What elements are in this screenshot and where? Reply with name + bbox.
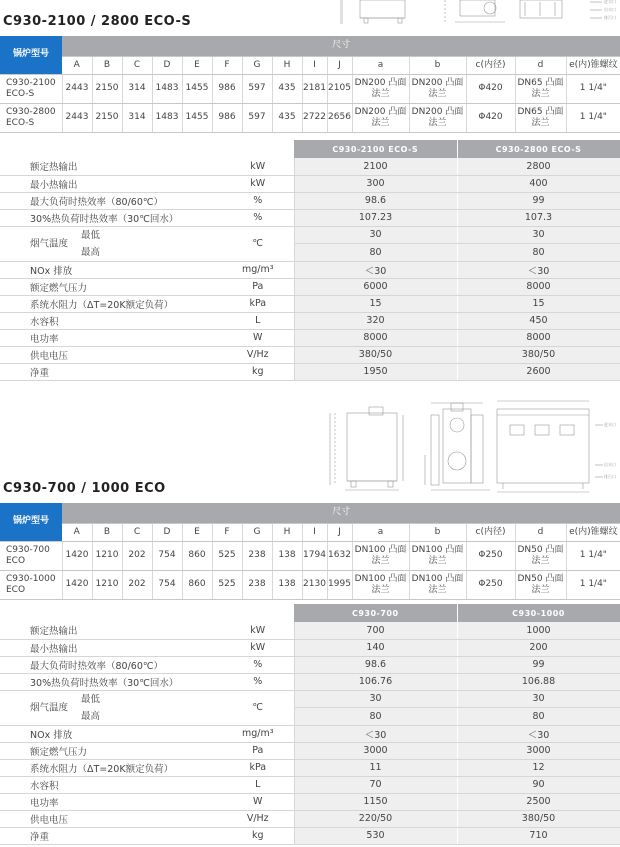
spec-unit: % [222,192,294,209]
spec-value: 11 [294,759,457,776]
dim-col: F [212,56,242,74]
spec-unit: kg [222,827,294,844]
spec-value: 90 [457,776,620,793]
dim-header: 尺寸 [62,503,620,523]
spec-unit: kPa [222,759,294,776]
model-name: C930-2800 ECO-S [0,103,62,132]
dim-cell: DN65 凸面法兰 [515,74,566,103]
spec-value: 710 [457,827,620,844]
dim-col: d [515,56,566,74]
dim-cell: 2105 [327,74,352,103]
spec-value: 2500 [457,793,620,810]
spec-value: ＜30 [457,725,620,742]
spec-model-header: C930-2100 ECO-S [294,140,457,158]
dim-cell: 1632 [327,541,352,570]
spec-label: 30%热负荷时热效率（30℃回水） [0,209,222,226]
spec-value: 107.3 [457,209,620,226]
dim-cell: 860 [182,570,212,599]
dim-col: C [122,56,152,74]
dim-cell: 986 [212,103,242,132]
spec-value: 80 [457,708,620,726]
dim-cell: 435 [272,103,302,132]
spec-value: 8000 [457,278,620,295]
spec-value: 80 [457,244,620,262]
dim-cell: DN200 凸面法兰 [352,74,409,103]
spec-row [0,690,620,708]
svg-text:排污口: 排污口 [604,15,616,20]
dim-col: H [272,523,302,541]
spec-group-text: 烟气温度 [30,238,69,249]
dim-cell: 2656 [327,103,352,132]
spec-value: 30 [457,226,620,244]
spec-value: ＜30 [294,725,457,742]
spec-value: 98.6 [294,656,457,673]
dim-col: A [62,523,92,541]
spec-value: 3000 [294,742,457,759]
dim-col: H [272,56,302,74]
spec-row [0,295,620,312]
spec-label: NOx 排放 [0,261,222,278]
spec-model-header: C930-1000 [457,604,620,622]
spec-row [0,226,620,244]
spec-value: 700 [294,622,457,639]
dim-col: G [242,523,272,541]
dim-cell: Φ420 [466,74,515,103]
dim-cell: 1483 [152,103,182,132]
spec-row [0,329,620,346]
spec-label: 供电电压 [0,810,222,827]
spec-value: 1000 [457,622,620,639]
dim-col: E [182,56,212,74]
spec-value: 6000 [294,278,457,295]
spec-row [0,656,620,673]
dim-cell: 1 1/4" [566,74,620,103]
spec-value: 380/50 [457,810,620,827]
spec-sublabel: 最高 [81,710,101,722]
dim-column-row [0,523,620,541]
spec-value: 106.88 [457,673,620,690]
model-header: 锅炉型号 [0,36,62,74]
model-name: C930-2100 ECO-S [0,74,62,103]
dim-cell: 1 1/4" [566,103,620,132]
dim-col: a [352,56,409,74]
dim-col: B [92,56,122,74]
spec-label: 电功率 [0,329,222,346]
spec-group-label [0,226,222,261]
dim-cell: Φ420 [466,103,515,132]
svg-text:排污口: 排污口 [604,474,616,479]
spec-label: 电功率 [0,793,222,810]
spec-sublabel: 最低 [81,693,101,705]
table-row [0,74,620,103]
spec-value: 380/50 [457,346,620,363]
spec-value: 530 [294,827,457,844]
dim-col: b [409,56,466,74]
svg-text:出水口: 出水口 [604,7,616,12]
dim-col: G [242,56,272,74]
spec-label: 最小热输出 [0,175,222,192]
svg-text:进水口: 进水口 [604,422,616,427]
spec-unit: mg/m³ [222,725,294,742]
spec-row [0,261,620,278]
spec-row [0,158,620,175]
spec-value: 1950 [294,363,457,380]
dim-cell: 314 [122,103,152,132]
dim-cell: 1455 [182,74,212,103]
dim-cell: 2443 [62,103,92,132]
dim-cell: 986 [212,74,242,103]
dim-cell: 1210 [92,541,122,570]
dim-cell: 1420 [62,541,92,570]
dim-cell: DN100 凸面法兰 [352,570,409,599]
spec-value: 80 [294,708,457,726]
spec-unit: L [222,312,294,329]
spec-row [0,312,620,329]
dim-cell: 238 [242,541,272,570]
dim-cell: 1455 [182,103,212,132]
spec-value: 30 [294,226,457,244]
dim-cell: DN200 凸面法兰 [352,103,409,132]
spec-value: 15 [457,295,620,312]
spec-unit: kPa [222,295,294,312]
spec-unit: ℃ [222,690,294,725]
spec-value: 98.6 [294,192,457,209]
spec-label: 水容积 [0,312,222,329]
spec-value: 99 [457,192,620,209]
spec-unit: L [222,776,294,793]
dim-cell: 1483 [152,74,182,103]
spec-sublabel: 最高 [81,246,101,258]
dimension-table-2 [0,503,620,600]
spec-value: 3000 [457,742,620,759]
dim-cell: DN100 凸面法兰 [409,570,466,599]
spec-table-2 [0,604,620,845]
dim-cell: 1 1/4" [566,541,620,570]
spec-unit: kW [222,158,294,175]
spec-value: 2600 [457,363,620,380]
spec-label: 额定燃气压力 [0,278,222,295]
dim-col: c(内径) [466,523,515,541]
spec-group-label [0,690,222,725]
dim-cell: 597 [242,103,272,132]
spec-row [0,346,620,363]
svg-text:出水口: 出水口 [604,462,616,467]
spec-value: 220/50 [294,810,457,827]
spec-unit: % [222,656,294,673]
dim-col: b [409,523,466,541]
dim-cell: 2722 [302,103,327,132]
spec-label: 净重 [0,827,222,844]
dim-cell: 138 [272,541,302,570]
dim-col: a [352,523,409,541]
boiler-drawing [325,395,620,500]
boiler-drawing-top [340,0,620,32]
dim-cell: 597 [242,74,272,103]
dim-cell: 1210 [92,570,122,599]
dim-cell: 754 [152,570,182,599]
svg-text:进水口: 进水口 [604,0,616,4]
dim-cell: 754 [152,541,182,570]
spec-sublabels [81,227,100,261]
spec-value: 107.23 [294,209,457,226]
spec-value: 400 [457,175,620,192]
spec-row [0,810,620,827]
spec-value: 2800 [457,158,620,175]
dimension-table-1 [0,36,620,133]
spec-label: 额定热输出 [0,158,222,175]
spec-label: 30%热负荷时热效率（30℃回水） [0,673,222,690]
spec-unit: % [222,673,294,690]
dim-col: c(内径) [466,56,515,74]
spec-row [0,639,620,656]
dim-cell: DN100 凸面法兰 [409,541,466,570]
spec-row [0,192,620,209]
spec-unit: V/Hz [222,810,294,827]
model-name: C930-700 ECO [0,541,62,570]
dim-cell: 202 [122,570,152,599]
spec-row [0,827,620,844]
dim-col: I [302,523,327,541]
spec-sublabel: 最低 [81,229,101,241]
spec-label: 最大负荷时热效率（80/60℃） [0,656,222,673]
spec-label: NOx 排放 [0,725,222,742]
model-name: C930-1000 ECO [0,570,62,599]
spec-value: 106.76 [294,673,457,690]
spec-label: 净重 [0,363,222,380]
dim-col: J [327,523,352,541]
spec-value: 30 [457,690,620,708]
spec-unit: kW [222,639,294,656]
spec-value: ＜30 [457,261,620,278]
spec-row [0,742,620,759]
spec-unit: % [222,209,294,226]
spec-label: 系统水阻力（ΔT=20K额定负荷） [0,759,222,776]
dim-col: C [122,523,152,541]
spec-row [0,725,620,742]
spec-value: 320 [294,312,457,329]
dim-cell: 238 [242,570,272,599]
spec-value: 12 [457,759,620,776]
spec-unit: Pa [222,278,294,295]
dim-cell: 2150 [92,74,122,103]
dim-cell: 525 [212,541,242,570]
dim-cell: Φ250 [466,541,515,570]
dim-cell: 2443 [62,74,92,103]
spec-table-1 [0,140,620,381]
spec-row [0,278,620,295]
dim-cell: 1794 [302,541,327,570]
spec-group-text: 烟气温度 [30,702,69,713]
dim-header: 尺寸 [62,36,620,56]
spec-row [0,759,620,776]
dim-col: F [212,523,242,541]
dim-col: e(内)锥螺纹 [566,523,620,541]
spec-row [0,793,620,810]
dim-col: E [182,523,212,541]
spec-unit: kW [222,175,294,192]
dim-cell: DN200 凸面法兰 [409,74,466,103]
spec-sublabels [81,691,100,725]
spec-label: 额定燃气压力 [0,742,222,759]
dim-cell: 435 [272,74,302,103]
model-header: 锅炉型号 [0,503,62,541]
spec-label: 最大负荷时热效率（80/60℃） [0,192,222,209]
dim-col: e(内)锥螺纹 [566,56,620,74]
dim-column-row [0,56,620,74]
spec-value: 380/50 [294,346,457,363]
dim-cell: DN50 凸面法兰 [515,570,566,599]
spec-value: 15 [294,295,457,312]
spec-unit: V/Hz [222,346,294,363]
dim-cell: 202 [122,541,152,570]
spec-value: 8000 [457,329,620,346]
spec-unit: kg [222,363,294,380]
spec-value: 70 [294,776,457,793]
spec-row [0,622,620,639]
dim-cell: 1 1/4" [566,570,620,599]
spec-value: 200 [457,639,620,656]
spec-value: 99 [457,656,620,673]
spec-label: 水容积 [0,776,222,793]
table-row [0,541,620,570]
spec-value: 2100 [294,158,457,175]
spec-label: 系统水阻力（ΔT=20K额定负荷） [0,295,222,312]
dim-col: B [92,523,122,541]
dim-cell: 1995 [327,570,352,599]
dim-cell: DN65 凸面法兰 [515,103,566,132]
spec-value: 80 [294,244,457,262]
spec-row [0,209,620,226]
dim-cell: 860 [182,541,212,570]
dim-cell: Φ250 [466,570,515,599]
spec-value: 300 [294,175,457,192]
spec-value: 30 [294,690,457,708]
dim-col: D [152,56,182,74]
dim-cell: 2181 [302,74,327,103]
spec-value: 1150 [294,793,457,810]
dim-col: I [302,56,327,74]
spec-unit: Pa [222,742,294,759]
dim-col: d [515,523,566,541]
dim-cell: 2150 [92,103,122,132]
dim-cell: 138 [272,570,302,599]
spec-label: 最小热输出 [0,639,222,656]
table-row [0,103,620,132]
spec-unit: W [222,793,294,810]
section2-title: C930-700 / 1000 ECO [3,481,166,496]
spec-row [0,363,620,380]
dim-col: A [62,56,92,74]
spec-model-header: C930-2800 ECO-S [457,140,620,158]
spec-unit: W [222,329,294,346]
spec-unit: mg/m³ [222,261,294,278]
spec-label: 供电电压 [0,346,222,363]
dim-cell: DN50 凸面法兰 [515,541,566,570]
dim-col: D [152,523,182,541]
dim-cell: 525 [212,570,242,599]
table-row [0,570,620,599]
dim-col: J [327,56,352,74]
spec-value: ＜30 [294,261,457,278]
dim-cell: DN100 凸面法兰 [352,541,409,570]
spec-value: 450 [457,312,620,329]
spec-value: 140 [294,639,457,656]
dim-cell: 1420 [62,570,92,599]
spec-row [0,776,620,793]
spec-unit: ℃ [222,226,294,261]
spec-model-header: C930-700 [294,604,457,622]
dim-cell: DN200 凸面法兰 [409,103,466,132]
spec-row [0,673,620,690]
spec-row [0,175,620,192]
spec-label: 额定热输出 [0,622,222,639]
dim-cell: 2130 [302,570,327,599]
spec-unit: kW [222,622,294,639]
spec-value: 8000 [294,329,457,346]
dim-cell: 314 [122,74,152,103]
section1-title: C930-2100 / 2800 ECO-S [3,14,192,29]
